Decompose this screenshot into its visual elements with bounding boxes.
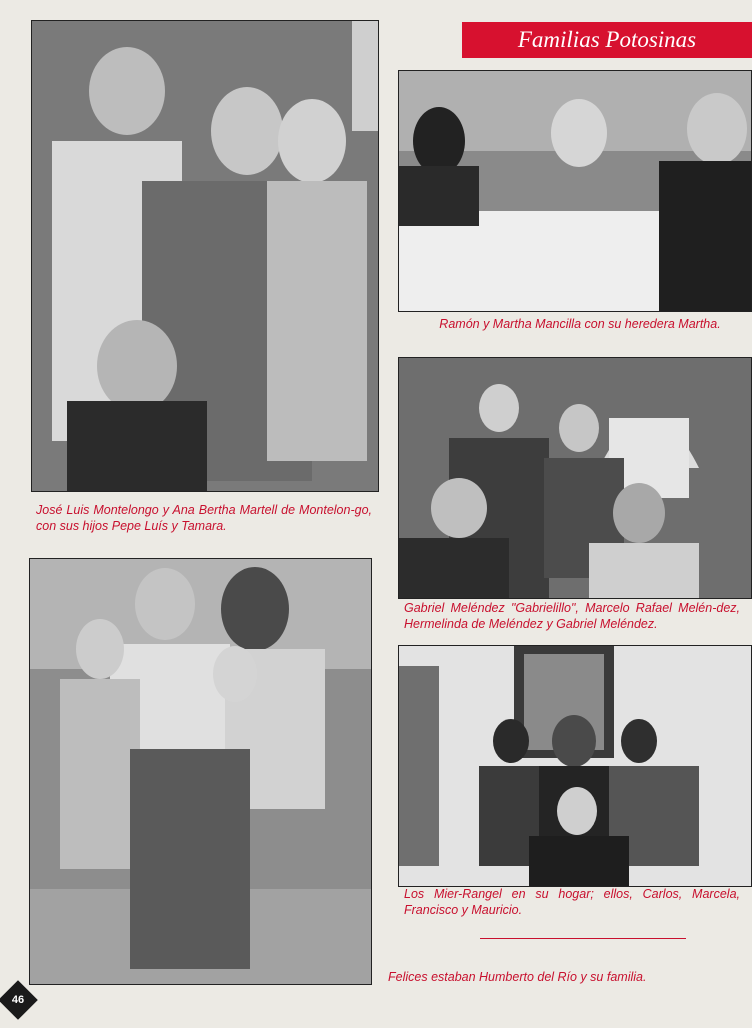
- page-number: 46: [11, 994, 25, 1006]
- caption-del-rio: Felices estaban Humberto del Río y su familia.: [388, 970, 647, 984]
- caption-montelongo: José Luis Montelongo y Ana Bertha Martell de Montelon-go, con sus hijos Pepe Luís y Tamara.: [36, 503, 372, 533]
- caption-divider: [480, 938, 686, 939]
- photo-mier-rangel-family: [398, 645, 752, 887]
- photo-montelongo-family: [31, 20, 379, 492]
- photo-melendez-family: [398, 357, 752, 599]
- caption-mier-rangel: Los Mier-Rangel en su hogar; ellos, Carlos, Marcela, Francisco y Mauricio.: [404, 887, 740, 917]
- section-banner: Familias Potosinas: [462, 22, 752, 58]
- photo-del-rio-family: [29, 558, 372, 985]
- caption-melendez: Gabriel Meléndez "Gabrielillo", Marcelo Rafael Melén-dez, Hermelinda de Meléndez y Gabriel Meléndez.: [404, 601, 740, 631]
- photo-mancilla-family: [398, 70, 752, 312]
- caption-mancilla: Ramón y Martha Mancilla con su heredera Martha.: [439, 317, 721, 331]
- page-number-badge: [0, 980, 38, 1020]
